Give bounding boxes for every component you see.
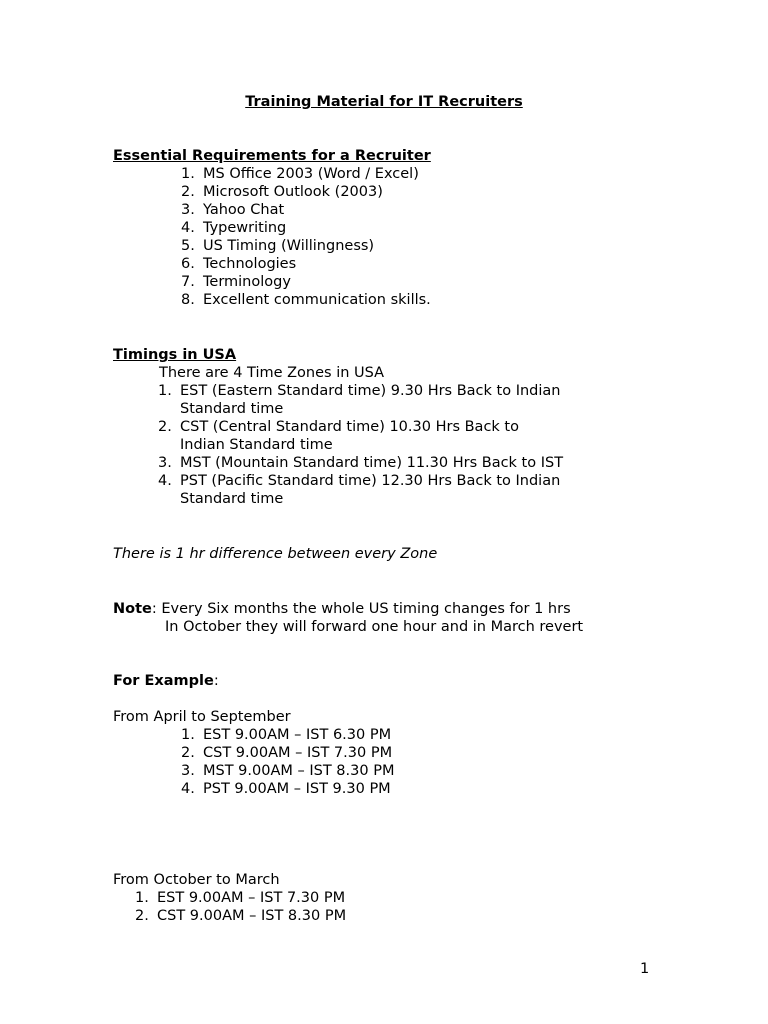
- page-number: 1: [640, 961, 650, 977]
- list-item: 7. Terminology: [181, 274, 291, 290]
- example-colon: :: [213, 673, 219, 689]
- period-april-september-list: [181, 726, 394, 798]
- list-item: 8. Excellent communication skills.: [181, 292, 431, 308]
- period-label-april-september: From April to September: [113, 709, 291, 725]
- example-heading-text: For Example: [113, 673, 214, 689]
- note-colon: :: [151, 601, 157, 617]
- timings-heading: Timings in USA: [113, 347, 237, 363]
- list-item: 3. MST 9.00AM – IST 8.30 PM: [181, 763, 395, 779]
- note-label: Note: [113, 601, 152, 617]
- period-october-march-list: [135, 889, 346, 925]
- list-item: 4. PST (Pacific Standard time) 12.30 Hrs Back to Indian Standard time: [158, 473, 561, 507]
- list-item: 2. Microsoft Outlook (2003): [181, 184, 383, 200]
- zone-difference-note: There is 1 hr difference between every Zone: [113, 546, 438, 562]
- list-item: 6. Technologies: [181, 256, 297, 272]
- timings-list: [158, 382, 563, 508]
- list-item: 2. CST (Central Standard time) 10.30 Hrs Back to Indian Standard time: [158, 419, 519, 453]
- list-item: 4. Typewriting: [181, 220, 287, 236]
- list-item: 1. MS Office 2003 (Word / Excel): [181, 166, 419, 182]
- timings-intro: There are 4 Time Zones in USA: [159, 365, 385, 381]
- list-item: 3. Yahoo Chat: [181, 202, 285, 218]
- requirements-list: [181, 165, 431, 309]
- list-item: 4. PST 9.00AM – IST 9.30 PM: [181, 781, 391, 797]
- document-title: Training Material for IT Recruiters: [245, 94, 523, 110]
- list-item: 3. MST (Mountain Standard time) 11.30 Hrs Back to IST: [158, 455, 564, 471]
- list-item: 1. EST (Eastern Standard time) 9.30 Hrs Back to Indian Standard time: [158, 383, 561, 417]
- list-item: 1. EST 9.00AM – IST 7.30 PM: [135, 890, 346, 906]
- list-item: 1. EST 9.00AM – IST 6.30 PM: [181, 727, 392, 743]
- requirements-heading: Essential Requirements for a Recruiter: [113, 148, 431, 164]
- note-line-2: In October they will forward one hour and in March revert: [165, 619, 584, 635]
- example-heading: [113, 672, 219, 690]
- period-label-october-march: From October to March: [113, 872, 280, 888]
- list-item: 2. CST 9.00AM – IST 7.30 PM: [181, 745, 393, 761]
- list-item: 2. CST 9.00AM – IST 8.30 PM: [135, 908, 347, 924]
- note-line-1: [113, 600, 571, 618]
- note-text: Every Six months the whole US timing changes for 1 hrs: [161, 601, 571, 617]
- list-item: 5. US Timing (Willingness): [181, 238, 375, 254]
